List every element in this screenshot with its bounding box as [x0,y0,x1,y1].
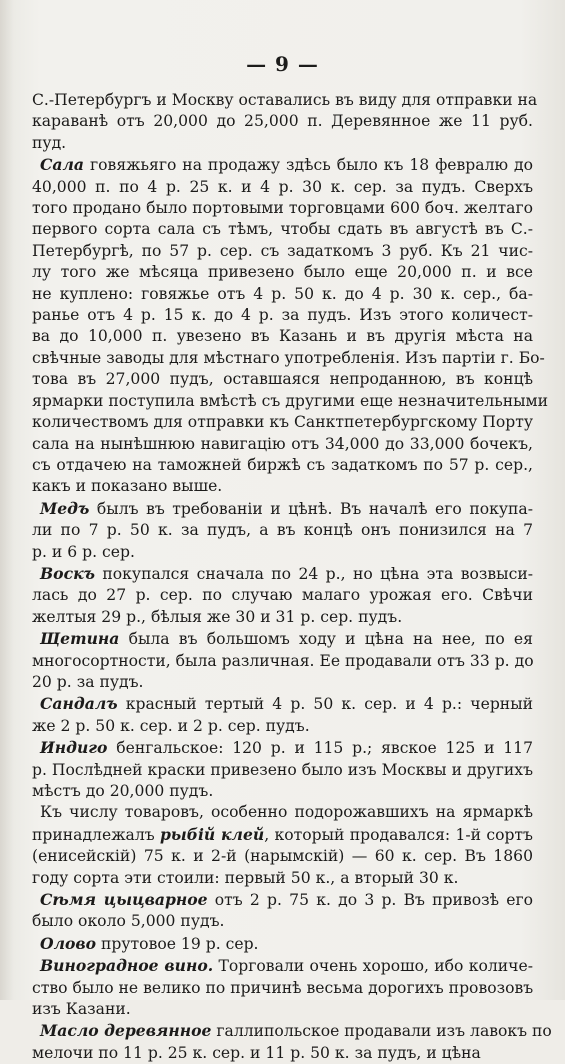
line-text: ярмарки поступила вмѣстѣ съ другими еще незначительными [32,391,549,410]
line-text: многосортности, была различная. Ее продавали отъ 33 р. до [32,651,534,670]
text-line [32,868,533,889]
paragraph [32,737,533,802]
line-text: р. и 6 р. сер. [32,542,135,561]
line-text: ли по 7 р. 50 к. за пудъ, а въ концѣ онъ понизился на 7 [32,521,533,540]
line-text: (енисейскій) 75 к. и 2-й (нарымскій) — 60 к. сер. Въ 1860 [32,847,533,866]
text-line [32,219,533,240]
page-number: — 9 — [246,52,319,76]
line-text: было около 5,000 пудъ. [32,912,225,931]
term: Виноградное вино. [40,956,214,976]
text-line [32,651,533,672]
line-text: году сорта эти стоили: первый 50 к., а вторый 30 к. [32,868,459,887]
term: Сала [40,155,85,175]
text-line [32,326,533,347]
text-line [32,628,533,650]
text-line [32,133,533,154]
paragraph [32,889,533,933]
text-line [32,348,545,369]
term: Щетина [40,629,120,649]
line-text: 40,000 п. по 4 р. 25 к. и 4 р. 30 к. сер. за пудъ. Сверхъ [32,177,533,196]
line-text: желтыя 29 р., бѣлыя же 30 и 31 р. сер. пудъ. [32,607,403,626]
text-line [32,305,533,326]
line-text: Торговали очень хорошо, ибо количе- [213,957,533,976]
line-text: мѣстъ до 20,000 пудъ. [32,782,214,800]
line-text: изъ Казани. [32,1000,131,1019]
line-text: ранье отъ 4 р. 15 к. до 4 р. за пудъ. Изъ этого количест- [32,306,533,325]
text-line [32,412,533,433]
text-line [32,737,533,759]
term: Масло деревянное [40,1021,212,1041]
text-line [32,585,533,606]
text-line [32,933,533,955]
paragraph [32,154,549,498]
paragraph [32,498,533,563]
paragraph [32,1020,552,1064]
line-text: принадлежалъ [32,825,160,844]
text-line [32,241,533,262]
line-text: караванѣ отъ 20,000 до 25,000 п. Деревянное же 11 руб. [32,112,533,131]
text-line [32,90,538,111]
term: Сандалъ [40,694,118,714]
text-line [32,693,533,715]
text-line [32,177,533,198]
term: Медъ [40,498,90,518]
term: Сѣмя цыцварное [40,890,208,910]
line-text: пуд. [32,133,67,152]
line-text: лу того же мѣсяца привезено было еще 20,000 п. и все [32,263,533,282]
line-text: прутовое 19 р. сер. [96,934,259,953]
text-line [32,846,533,867]
text-line [32,999,533,1020]
line-text: бенгальское: 120 р. и 115 р.; явское 125 и 117 [107,739,533,758]
line-text: Петербургѣ, по 57 р. сер. съ задаткомъ 3 руб. Къ 21 чис- [32,241,533,260]
line-text: отъ 2 р. 75 к. до 3 р. Въ привозѣ его [207,891,533,910]
line-text: лась до 27 р. сер. по случаю малаго урожая его. Свѣчи [32,586,533,605]
text-line [32,154,533,176]
text-line [32,1043,533,1064]
line-text: С.-Петербургъ и Москву оставались въ виду для отправки на [32,91,538,109]
text-line [32,1020,552,1042]
text-line [32,476,533,497]
text-line [32,262,533,283]
line-text: красный тертый 4 р. 50 к. сер. и 4 р.: черный [117,695,533,714]
text-line [32,911,533,932]
paragraph [32,933,533,955]
text-line [32,672,533,693]
text-line [32,434,533,455]
paragraph [32,955,533,1020]
text-line [32,391,549,412]
text-line [32,889,533,911]
term: Олово [40,933,97,953]
text-line [32,498,533,520]
line-text: же 2 р. 50 к. сер. и 2 р. сер. пудъ. [32,716,310,735]
line-text: ва до 10,000 п. увезено въ Казань и въ другія мѣста на [32,327,533,346]
text-line [32,716,533,737]
line-text: покупался сначала по 24 р., но цѣна эта возвыси- [94,564,533,583]
text-line [32,955,533,977]
text-line [32,111,533,132]
line-text: того продано было портовыми торговцами 600 боч. желтаго [32,199,533,218]
line-text: свѣчные заводы для мѣстнаго употребленія. Изъ партіи г. Бо- [32,348,545,367]
text-line [32,760,533,781]
text-line [32,455,533,476]
line-text: Къ числу товаровъ, особенно подорожавшихъ на ярмаркѣ [40,803,533,822]
line-text: галлипольское продавали изъ лавокъ по [211,1022,552,1041]
text-line [32,520,533,541]
line-text: первого сорта сала съ тѣмъ, чтобы сдать въ августѣ въ С.- [32,220,533,239]
line-text: съ отдачею на таможней биржѣ съ задаткомъ по 57 р. сер., [32,455,533,474]
line-text: количествомъ для отправки къ Санктпетербургскому Порту [32,413,534,432]
line-text: говяжьяго на продажу здѣсь было къ 18 февралю до [84,156,533,175]
text-line [32,824,533,846]
paragraph [32,90,538,154]
paragraph [32,628,533,693]
line-text: не куплено: говяжье отъ 4 р. 50 к. до 4 р. 30 к. сер., ба- [32,284,533,303]
line-text: , который продавался: 1-й сортъ [264,825,533,844]
text-line [32,978,533,999]
text-line [32,563,533,585]
line-text: былъ въ требованіи и цѣнѣ. Въ началѣ его покупа- [89,499,533,518]
term: Индиго [40,738,108,758]
paragraph [32,563,533,628]
line-text: р. Послѣдней краски привезено было изъ Москвы и другихъ [32,760,533,779]
inline-term: рыбій клей [159,824,265,844]
paragraph [32,802,533,889]
text-line [32,607,533,628]
body-text [32,90,552,1064]
line-text: какъ и показано выше. [32,477,223,496]
text-line [32,781,533,802]
line-text: това въ 27,000 пудъ, оставшаяся непроданною, въ концѣ [32,370,533,389]
text-line [32,369,533,390]
text-line [32,284,533,305]
term: Воскъ [40,563,95,583]
paragraph [32,693,533,737]
line-text: сала на нынѣшнюю навигацію отъ 34,000 до 33,000 бочекъ, [32,434,533,453]
line-text: 20 р. за пудъ. [32,672,144,691]
line-text: ство было не велико по причинѣ весьма дорогихъ провозовъ [32,978,534,997]
line-text: была въ большомъ ходу и цѣна на нее, по ея [119,630,533,649]
text-line [32,802,533,823]
line-text: мелочи по 11 р. 25 к. сер. и 11 р. 50 к. за пудъ, и цѣна [32,1043,481,1062]
text-line [32,198,533,219]
text-line [32,542,533,563]
